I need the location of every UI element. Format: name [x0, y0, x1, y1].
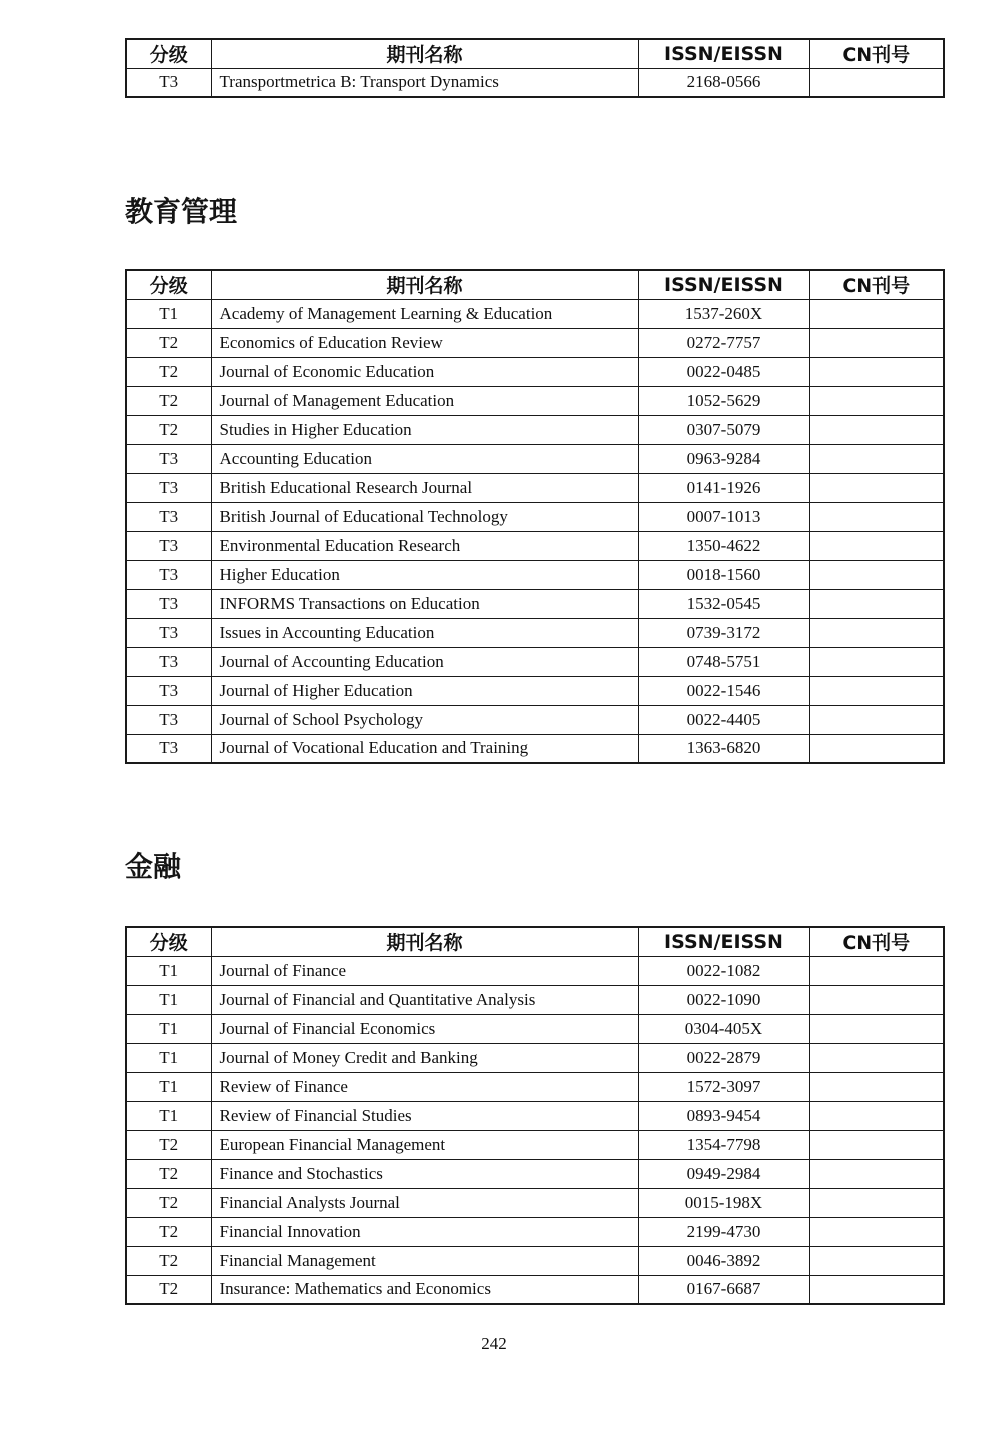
cn-cell	[809, 1188, 944, 1217]
table-row	[126, 1275, 944, 1304]
grade-cell: T2	[126, 1159, 211, 1188]
table-row	[126, 328, 944, 357]
journal-cell: British Journal of Educational Technology	[211, 502, 638, 531]
grade-cell: T3	[126, 444, 211, 473]
grade-cell: T3	[126, 705, 211, 734]
column-header-issn: ISSN/EISSN	[638, 927, 809, 956]
issn-cell: 1354-7798	[638, 1130, 809, 1159]
table-row	[126, 1014, 944, 1043]
cn-cell	[809, 734, 944, 763]
grade-cell: T2	[126, 415, 211, 444]
journal-cell: Economics of Education Review	[211, 328, 638, 357]
journal-cell: Higher Education	[211, 560, 638, 589]
grade-cell: T1	[126, 985, 211, 1014]
header-row	[126, 270, 944, 299]
table-row	[126, 444, 944, 473]
journal-cell: Environmental Education Research	[211, 531, 638, 560]
grade-cell: T3	[126, 68, 211, 97]
table-row	[126, 1072, 944, 1101]
journal-cell: Journal of Finance	[211, 956, 638, 985]
issn-cell: 0272-7757	[638, 328, 809, 357]
issn-cell: 0307-5079	[638, 415, 809, 444]
cn-cell	[809, 299, 944, 328]
cn-cell	[809, 1217, 944, 1246]
page-number: 242	[481, 1334, 507, 1353]
grade-cell: T2	[126, 386, 211, 415]
journal-cell: Journal of Accounting Education	[211, 647, 638, 676]
journal-cell: Journal of Higher Education	[211, 676, 638, 705]
cn-cell	[809, 589, 944, 618]
column-header-issn: ISSN/EISSN	[638, 39, 809, 68]
table-row	[126, 1130, 944, 1159]
table-row	[126, 299, 944, 328]
column-header-cn: CN刊号	[809, 39, 944, 68]
issn-cell: 0015-198X	[638, 1188, 809, 1217]
section-heading-finance: 金融	[125, 852, 182, 883]
issn-cell: 2168-0566	[638, 68, 809, 97]
issn-cell: 0022-1090	[638, 985, 809, 1014]
issn-cell: 1363-6820	[638, 734, 809, 763]
journal-cell: Journal of School Psychology	[211, 705, 638, 734]
table-row	[126, 1101, 944, 1130]
grade-cell: T3	[126, 473, 211, 502]
cn-cell	[809, 473, 944, 502]
grade-cell: T1	[126, 1101, 211, 1130]
cn-cell	[809, 618, 944, 647]
cn-cell	[809, 705, 944, 734]
table-row	[126, 386, 944, 415]
table-row	[126, 676, 944, 705]
issn-cell: 0018-1560	[638, 560, 809, 589]
issn-cell: 1537-260X	[638, 299, 809, 328]
grade-cell: T3	[126, 502, 211, 531]
journal-cell: Journal of Financial Economics	[211, 1014, 638, 1043]
journal-cell: Transportmetrica B: Transport Dynamics	[211, 68, 638, 97]
grade-cell: T3	[126, 618, 211, 647]
column-header-grade: 分级	[126, 39, 211, 68]
journal-cell: Studies in Higher Education	[211, 415, 638, 444]
cn-cell	[809, 1275, 944, 1304]
cn-cell	[809, 531, 944, 560]
grade-cell: T2	[126, 1188, 211, 1217]
journal-cell: Review of Finance	[211, 1072, 638, 1101]
grade-cell: T1	[126, 956, 211, 985]
table-row	[126, 415, 944, 444]
header-row	[126, 39, 944, 68]
journal-cell: Financial Management	[211, 1246, 638, 1275]
journal-cell: Academy of Management Learning & Education	[211, 299, 638, 328]
grade-cell: T1	[126, 1043, 211, 1072]
journal-table-education-management	[125, 269, 945, 764]
table-row	[126, 589, 944, 618]
table-row	[126, 1159, 944, 1188]
table-row	[126, 473, 944, 502]
cn-cell	[809, 1159, 944, 1188]
issn-cell: 0963-9284	[638, 444, 809, 473]
table-row	[126, 705, 944, 734]
cn-cell	[809, 647, 944, 676]
column-header-issn: ISSN/EISSN	[638, 270, 809, 299]
column-header-cn: CN刊号	[809, 270, 944, 299]
journal-cell: Journal of Management Education	[211, 386, 638, 415]
table-row	[126, 1246, 944, 1275]
journal-cell: Financial Analysts Journal	[211, 1188, 638, 1217]
cn-cell	[809, 502, 944, 531]
journal-table-finance	[125, 926, 945, 1305]
cn-cell	[809, 1043, 944, 1072]
issn-cell: 0304-405X	[638, 1014, 809, 1043]
column-header-grade: 分级	[126, 270, 211, 299]
cn-cell	[809, 386, 944, 415]
grade-cell: T3	[126, 676, 211, 705]
issn-cell: 0022-1546	[638, 676, 809, 705]
journal-table-continued	[125, 38, 945, 98]
grade-cell: T1	[126, 1014, 211, 1043]
column-header-cn: CN刊号	[809, 927, 944, 956]
issn-cell: 0022-2879	[638, 1043, 809, 1072]
table-row	[126, 1043, 944, 1072]
issn-cell: 0022-1082	[638, 956, 809, 985]
table-row	[126, 560, 944, 589]
grade-cell: T3	[126, 531, 211, 560]
table-row	[126, 502, 944, 531]
grade-cell: T2	[126, 1130, 211, 1159]
journal-cell: Issues in Accounting Education	[211, 618, 638, 647]
table-row	[126, 985, 944, 1014]
issn-cell: 0141-1926	[638, 473, 809, 502]
issn-cell: 0949-2984	[638, 1159, 809, 1188]
journal-cell: Insurance: Mathematics and Economics	[211, 1275, 638, 1304]
journal-cell: British Educational Research Journal	[211, 473, 638, 502]
grade-cell: T2	[126, 1275, 211, 1304]
cn-cell	[809, 1101, 944, 1130]
journal-cell: Finance and Stochastics	[211, 1159, 638, 1188]
issn-cell: 1350-4622	[638, 531, 809, 560]
table-row	[126, 647, 944, 676]
issn-cell: 0893-9454	[638, 1101, 809, 1130]
issn-cell: 1572-3097	[638, 1072, 809, 1101]
cn-cell	[809, 560, 944, 589]
grade-cell: T3	[126, 560, 211, 589]
table-row	[126, 618, 944, 647]
grade-cell: T1	[126, 1072, 211, 1101]
table-row	[126, 1217, 944, 1246]
cn-cell	[809, 415, 944, 444]
column-header-journal: 期刊名称	[211, 39, 638, 68]
header-row	[126, 927, 944, 956]
grade-cell: T2	[126, 1217, 211, 1246]
cn-cell	[809, 328, 944, 357]
cn-cell	[809, 956, 944, 985]
cn-cell	[809, 444, 944, 473]
issn-cell: 0022-0485	[638, 357, 809, 386]
grade-cell: T1	[126, 299, 211, 328]
cn-cell	[809, 676, 944, 705]
cn-cell	[809, 68, 944, 97]
journal-cell: INFORMS Transactions on Education	[211, 589, 638, 618]
issn-cell: 0748-5751	[638, 647, 809, 676]
cn-cell	[809, 1072, 944, 1101]
cn-cell	[809, 1014, 944, 1043]
table-row	[126, 1188, 944, 1217]
grade-cell: T2	[126, 1246, 211, 1275]
column-header-journal: 期刊名称	[211, 927, 638, 956]
issn-cell: 0739-3172	[638, 618, 809, 647]
cn-cell	[809, 985, 944, 1014]
grade-cell: T2	[126, 328, 211, 357]
table-row	[126, 956, 944, 985]
column-header-grade: 分级	[126, 927, 211, 956]
journal-cell: Journal of Vocational Education and Training	[211, 734, 638, 763]
issn-cell: 0022-4405	[638, 705, 809, 734]
column-header-journal: 期刊名称	[211, 270, 638, 299]
issn-cell: 1052-5629	[638, 386, 809, 415]
table-row	[126, 734, 944, 763]
journal-cell: European Financial Management	[211, 1130, 638, 1159]
grade-cell: T3	[126, 647, 211, 676]
journal-cell: Accounting Education	[211, 444, 638, 473]
issn-cell: 0167-6687	[638, 1275, 809, 1304]
grade-cell: T3	[126, 734, 211, 763]
journal-cell: Journal of Financial and Quantitative Analysis	[211, 985, 638, 1014]
table-row	[126, 531, 944, 560]
cn-cell	[809, 1246, 944, 1275]
journal-cell: Journal of Money Credit and Banking	[211, 1043, 638, 1072]
issn-cell: 0046-3892	[638, 1246, 809, 1275]
journal-cell: Financial Innovation	[211, 1217, 638, 1246]
issn-cell: 1532-0545	[638, 589, 809, 618]
table-row	[126, 357, 944, 386]
section-heading-education-management: 教育管理	[125, 197, 238, 228]
grade-cell: T2	[126, 357, 211, 386]
table-row	[126, 68, 944, 97]
grade-cell: T3	[126, 589, 211, 618]
cn-cell	[809, 1130, 944, 1159]
journal-cell: Journal of Economic Education	[211, 357, 638, 386]
issn-cell: 0007-1013	[638, 502, 809, 531]
cn-cell	[809, 357, 944, 386]
issn-cell: 2199-4730	[638, 1217, 809, 1246]
journal-cell: Review of Financial Studies	[211, 1101, 638, 1130]
